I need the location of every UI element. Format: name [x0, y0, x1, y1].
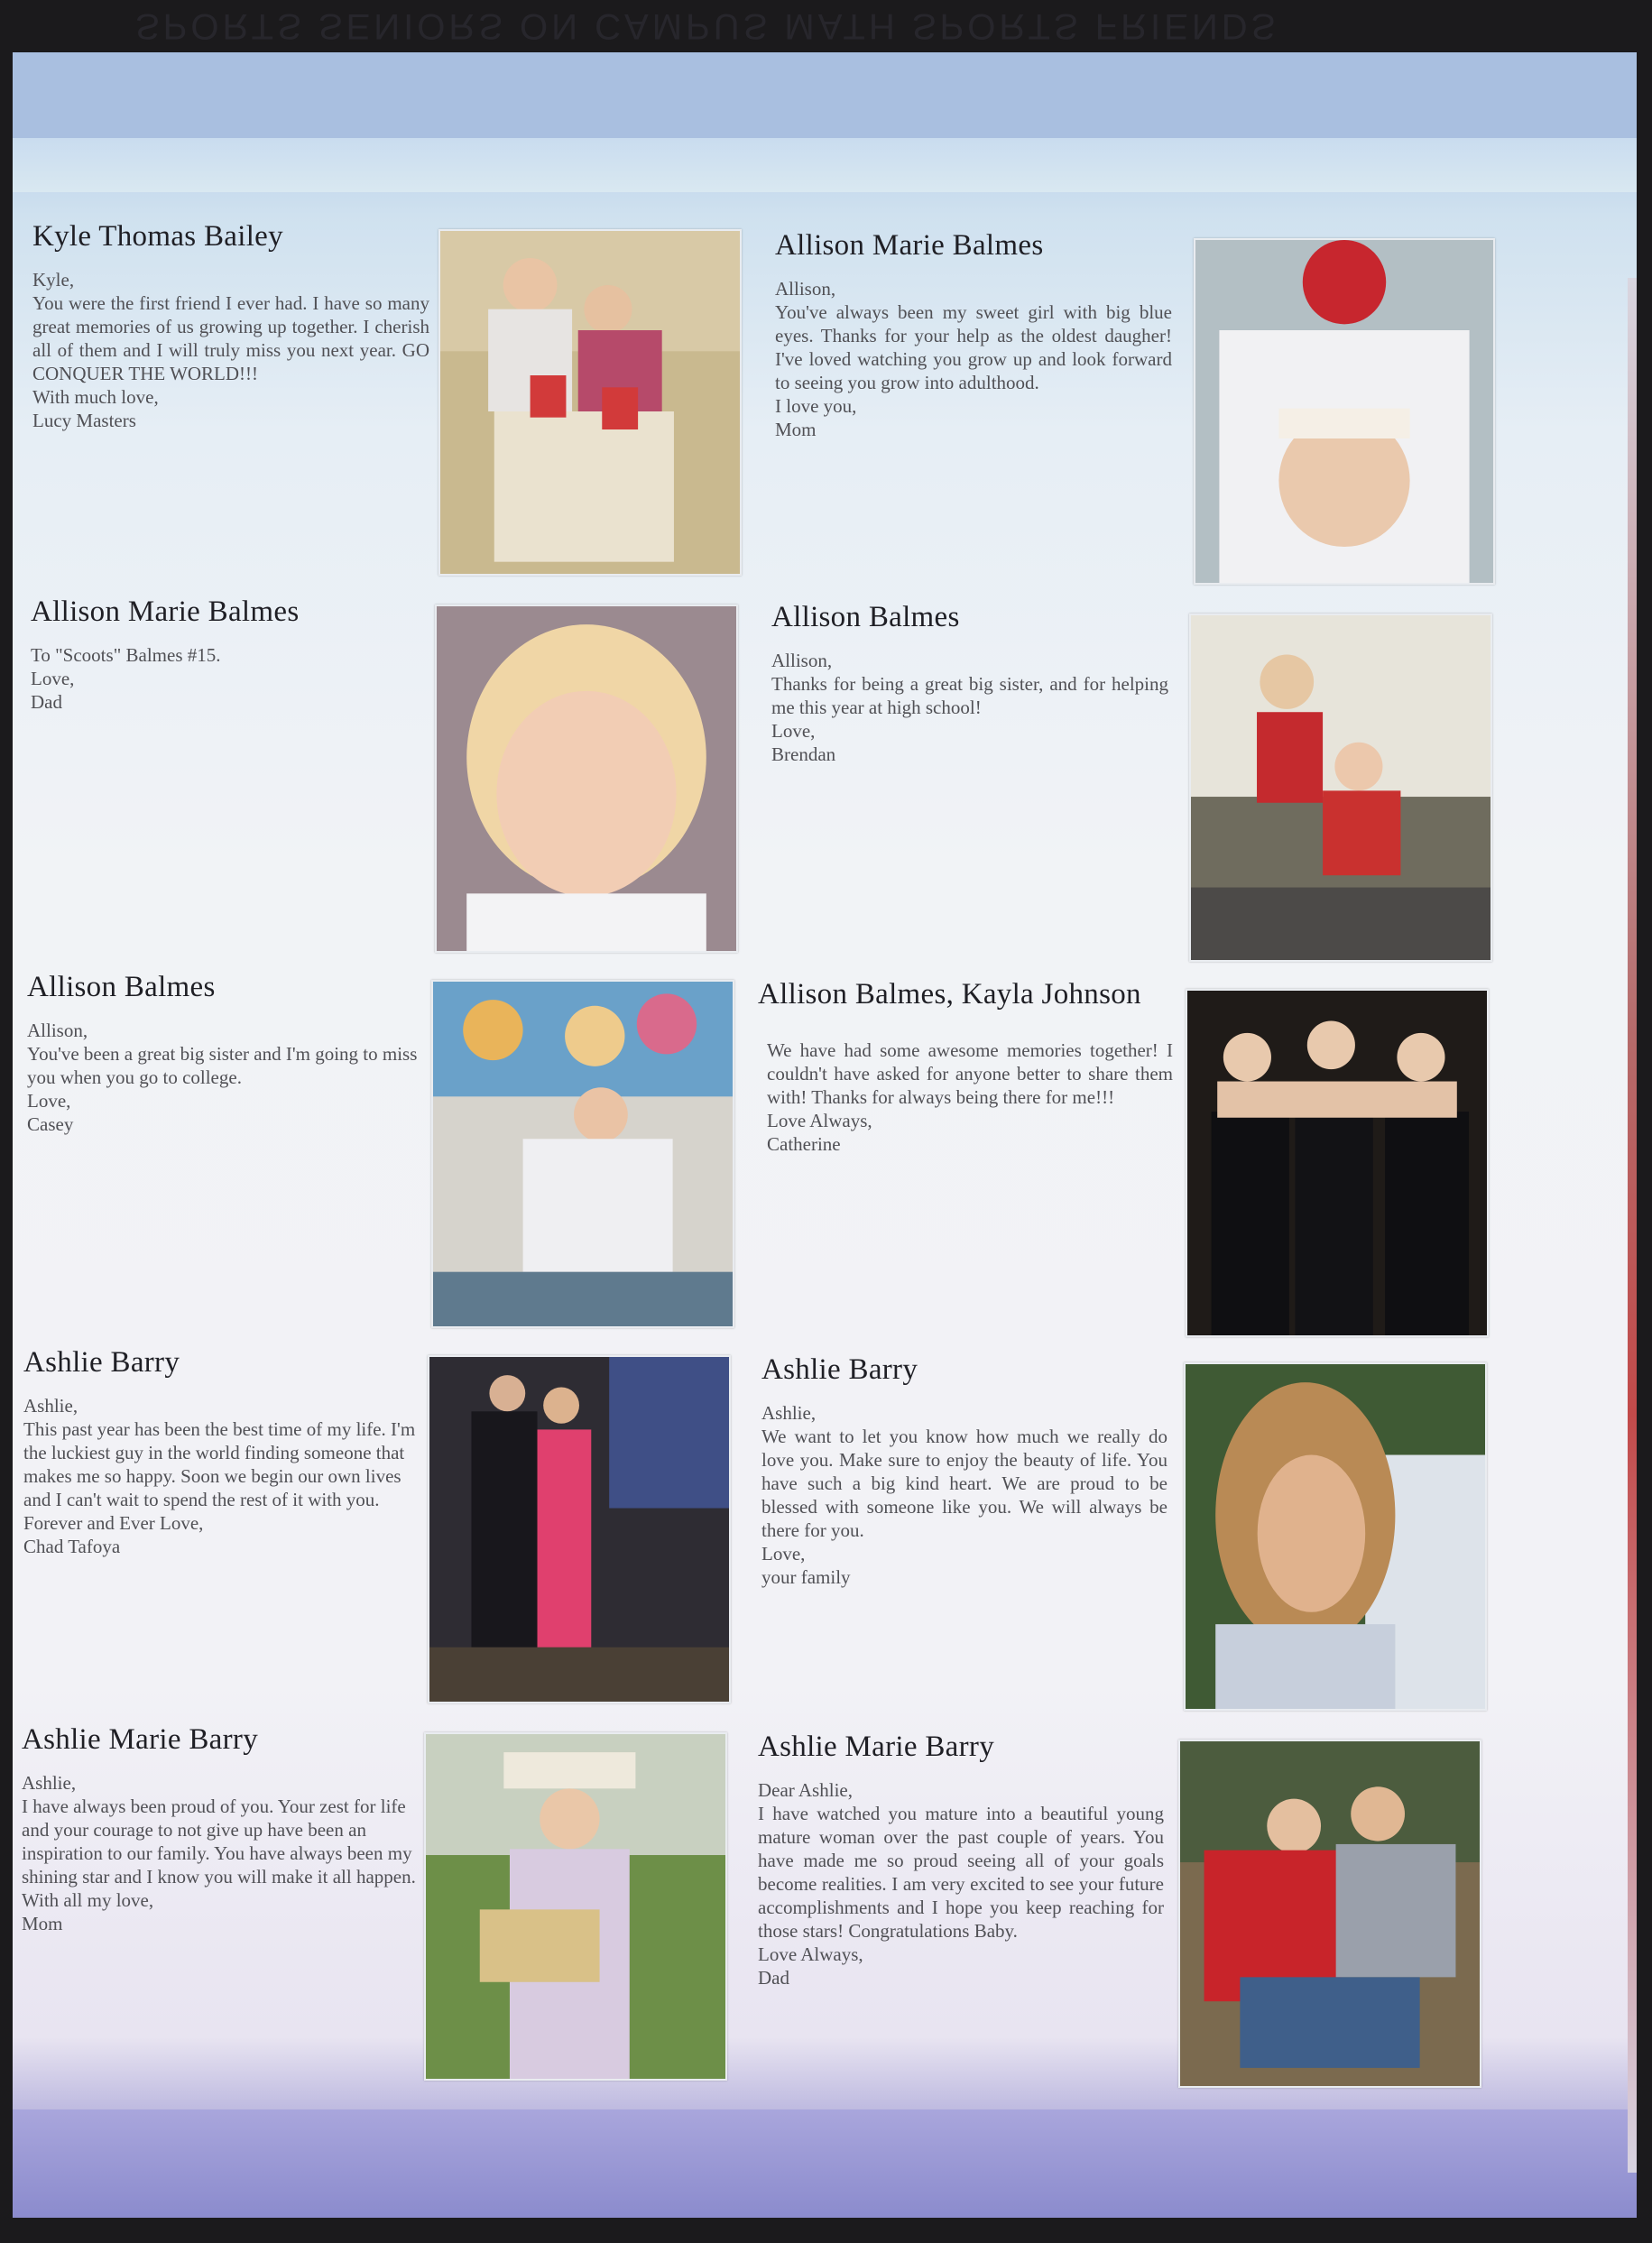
entry-title: Allison Marie Balmes	[31, 595, 300, 628]
closing: With much love,	[32, 386, 159, 408]
entry-title: Allison Balmes, Kayla Johnson	[758, 978, 1141, 1011]
tribute-entry	[758, 978, 1173, 1156]
entry-photo	[1186, 989, 1489, 1337]
tribute-entry	[27, 971, 424, 1136]
entry-photo	[1194, 238, 1495, 585]
message-body: We have had some awesome memories together! I couldn't have asked for anyone better to share them with! Thanks for always being there for me!!!	[767, 1039, 1173, 1108]
entry-title: Ashlie Marie Barry	[758, 1731, 994, 1763]
tribute-entry	[22, 1723, 419, 1935]
entry-title: Allison Marie Balmes	[775, 229, 1044, 262]
entry-photo	[438, 229, 742, 576]
footer-band	[13, 2109, 1637, 2218]
entry-photo	[1178, 1740, 1481, 2088]
page-edge	[1628, 278, 1637, 2173]
tribute-entry	[32, 220, 429, 432]
message-body: We want to let you know how much we really do love you. Make sure to enjoy the beauty of life. You have such a big kind heart. We are proud to be blessed with someone like you. We will always be there for you.	[761, 1426, 1167, 1541]
closing: Love Always,	[758, 1943, 863, 1965]
closing: Love Always,	[767, 1110, 872, 1131]
entry-message	[23, 1394, 420, 1558]
entry-message	[31, 643, 428, 714]
tribute-entry	[761, 1353, 1167, 1589]
salutation: Allison,	[771, 650, 833, 671]
closing: Love,	[761, 1543, 806, 1565]
entry-title: Ashlie Marie Barry	[22, 1723, 258, 1756]
salutation: Ashlie,	[22, 1772, 77, 1794]
tribute-entry	[31, 595, 428, 714]
entry-title: Allison Balmes	[771, 601, 960, 633]
header-band	[13, 52, 1637, 138]
header-gradient	[13, 138, 1637, 192]
closing: Love,	[771, 720, 816, 742]
running-head: SPORTS SENIORS ON CAMPUS MATH SPORTS FRIENDS	[135, 6, 1279, 46]
signature: Casey	[27, 1113, 74, 1135]
message-body: I have watched you mature into a beautiful young mature woman over the past couple of years. You have made me so proud seeing all of your goals become realities. I am very excited to see your future accomplishments and I hope you keep reaching for those stars! Congratulations Baby.	[758, 1803, 1164, 1942]
entry-message	[775, 277, 1172, 441]
message-body: To "Scoots" Balmes #15.	[31, 644, 221, 666]
signature: Chad Tafoya	[23, 1536, 121, 1557]
closing: Love,	[27, 1090, 71, 1112]
tribute-entry	[775, 229, 1172, 441]
closing: Love,	[31, 668, 75, 689]
signature: Catherine	[767, 1133, 841, 1155]
signature: Lucy Masters	[32, 410, 136, 431]
closing: I love you,	[775, 395, 857, 417]
message-body: You've always been my sweet girl with big blue eyes. Thanks for your help as the oldest daugher! I've loved watching you grow up and look forward to seeing you grow into adulthood.	[775, 301, 1172, 393]
entry-message	[761, 1401, 1167, 1589]
entry-message	[758, 1778, 1164, 1989]
salutation: Ashlie,	[761, 1402, 817, 1424]
salutation: Dear Ashlie,	[758, 1779, 853, 1801]
yearbook-page	[13, 52, 1637, 2218]
signature: Dad	[758, 1967, 789, 1989]
message-body: You were the first friend I ever had. I have so many great memories of us growing up together. I cherish all of them and I will truly miss you next year. GO CONQUER THE WORLD!!!	[32, 292, 429, 384]
message-body: Thanks for being a great big sister, and for helping me this year at high school!	[771, 673, 1168, 718]
salutation: Allison,	[775, 278, 836, 300]
signature: Mom	[775, 419, 817, 440]
message-body: You've been a great big sister and I'm going to miss you when you go to college.	[27, 1043, 418, 1088]
entry-title: Allison Balmes	[27, 971, 216, 1003]
closing: With all my love,	[22, 1889, 154, 1911]
entry-title: Ashlie Barry	[761, 1353, 918, 1386]
entry-photo	[428, 1355, 731, 1703]
salutation: Ashlie,	[23, 1395, 78, 1417]
entry-message	[758, 1038, 1173, 1156]
signature: Dad	[31, 691, 62, 713]
entry-message	[22, 1771, 419, 1935]
tribute-entry	[23, 1346, 420, 1558]
tribute-entry	[758, 1731, 1164, 1989]
tribute-entry	[771, 601, 1168, 766]
closing: Forever and Ever Love,	[23, 1512, 204, 1534]
entry-photo	[435, 605, 738, 953]
message-body: I have always been proud of you. Your zest for life and your courage to not give up have been an inspiration to our family. You have always been my shining star and I know you will make it all happen.	[22, 1795, 416, 1888]
signature: Mom	[22, 1913, 63, 1934]
entry-message	[32, 268, 429, 432]
salutation: Allison,	[27, 1020, 88, 1041]
entry-photo	[424, 1732, 727, 2081]
entry-message	[771, 649, 1168, 766]
entry-photo	[1189, 614, 1492, 962]
salutation: Kyle,	[32, 269, 75, 291]
entry-title: Kyle Thomas Bailey	[32, 220, 283, 253]
entry-photo	[1184, 1362, 1487, 1711]
entry-title: Ashlie Barry	[23, 1346, 180, 1379]
message-body: This past year has been the best time of my life. I'm the luckiest guy in the world finding someone that makes me so happy. Soon we begin our own lives and I can't wait to spend the rest of it with you.	[23, 1418, 416, 1510]
entry-message	[27, 1019, 424, 1136]
entry-photo	[431, 980, 734, 1328]
signature: your family	[761, 1566, 851, 1588]
signature: Brendan	[771, 743, 836, 765]
